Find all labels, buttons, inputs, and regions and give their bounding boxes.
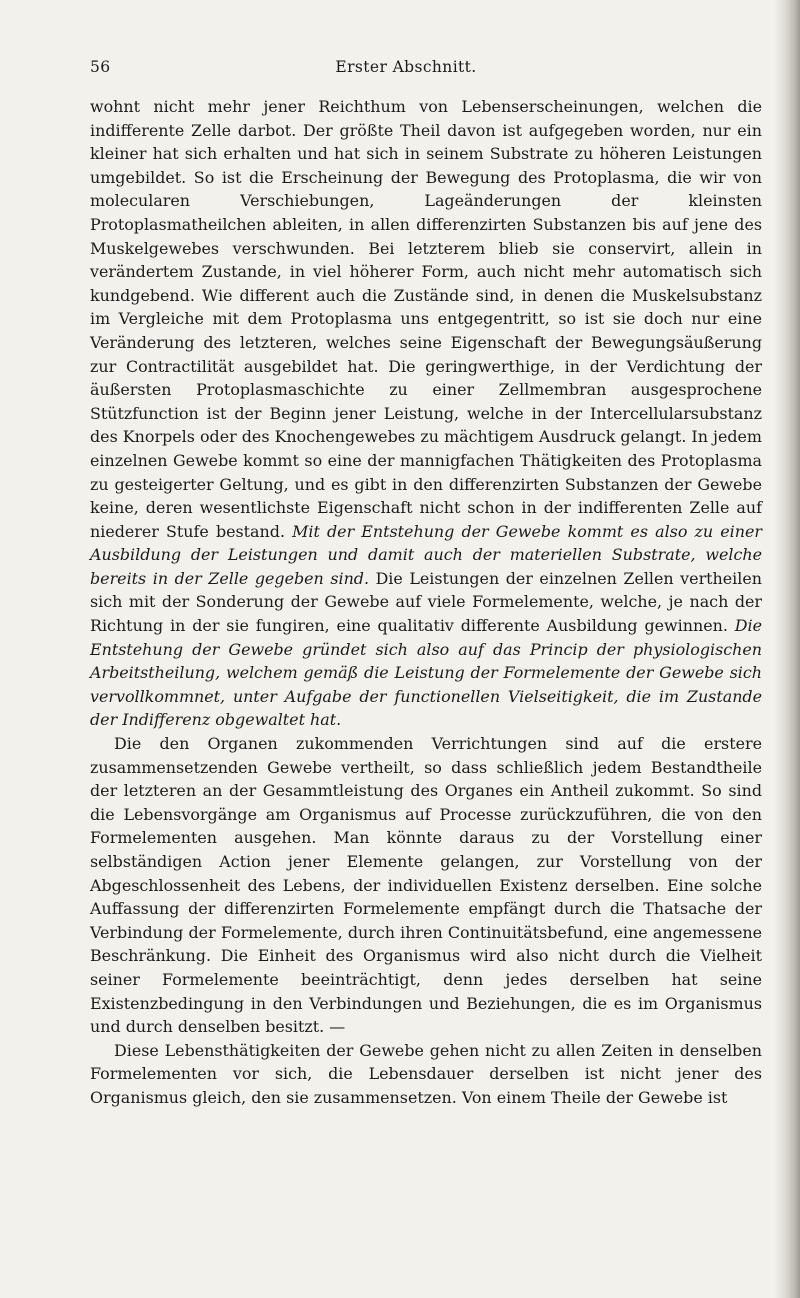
page-number: 56 (90, 58, 111, 76)
paragraph (90, 1039, 762, 1110)
italic-text-segment: Die Entstehung der Gewebe gründet sich also auf das Princip der physiologischen Arbeitstheilung, welchem gemäß die Leistung der Formelemente der Gewebe sich vervollkommnet, unter Aufgabe der functionellen Vielseitigkeit, die im Zustande der Indifferenz obgewaltet hat. (90, 616, 762, 730)
paragraph (90, 95, 762, 732)
body-text (90, 95, 762, 1110)
italic-text-segment: Mit der Entstehung der Gewebe kommt es also zu einer Ausbildung der Leistungen und damit auch der materiellen Substrate, welche bereits in der Zelle gegeben sind. (90, 521, 762, 588)
text-segment: Die den Organen zukommenden Verrichtungen sind auf die erstere zusammensetzenden Gewebe vertheilt, so dass schließlich jedem Bestandtheile der letzteren an der Gesammtleistung des Organes ein Antheil zukommt. So sind die Lebensvorgänge am Organismus auf Processe zurückzuführen, die von den Formelementen ausgehen. Man könnte daraus zu der Vorstellung einer selbständigen Action jener Elemente gelangen, zur Vorstellung von der Abgeschlossenheit des Lebens, der individuellen Existenz derselben. Eine solche Auffassung der differenzirten Formelemente empfängt durch die Thatsache der Verbindung der Formelemente, durch ihren Continuitätsbefund, eine angemessene Beschränkung. Die Einheit des Organismus wird also nicht durch die Vielheit seiner Formelemente beeinträchtigt, denn jedes derselben hat seine Existenzbedingung in den Verbindungen und Beziehungen, die es im Organismus und durch denselben besitzt. — (90, 734, 762, 1037)
page-edge-shadow (774, 0, 800, 1298)
paragraph (90, 732, 762, 1039)
text-segment: Diese Lebensthätigkeiten der Gewebe gehen nicht zu allen Zeiten in denselben Formelementen vor sich, die Lebensdauer derselben ist nicht jener des Organismus gleich, den sie zusammensetzen. Von einem Theile der Gewebe ist (90, 1040, 762, 1107)
running-head (90, 58, 722, 82)
section-title: Erster Abschnitt. (335, 58, 477, 76)
text-segment: wohnt nicht mehr jener Reichthum von Lebenserscheinungen, welchen die indifferente Zelle darbot. Der größte Theil davon ist aufgegeben worden, nur ein kleiner hat sich erhalten und hat sich in seinem Substrate zu höheren Leistungen umgebildet. So ist die Erscheinung der Bewegung des Protoplasma, die wir von molecularen Verschiebungen, Lageänderungen der kleinsten Protoplasmatheilchen ableiten, in allen differenzirten Substanzen bis auf jene des Muskelgewebes verschwunden. Bei letzterem blieb sie conservirt, allein in verändertem Zustande, in viel höherer Form, auch nicht mehr automatisch sich kundgebend. Wie different auch die Zustände sind, in denen die Muskelsubstanz im Vergleiche mit dem Protoplasma uns entgegentritt, so ist sie doch nur eine Veränderung des letzteren, welches seine Eigenschaft der Bewegungsäußerung zur Contractilität ausgebildet hat. Die geringwerthige, in der Verdichtung der äußersten Protoplasmaschichte zu einer Zellmembran ausgesprochene Stützfunction ist der Beginn jener Leistung, welche in der Intercellularsubstanz des Knorpels oder des Knochengewebes zu mächtigem Ausdruck gelangt. In jedem einzelnen Gewebe kommt so eine der mannigfachen Thätigkeiten des Protoplasma zu gesteigerter Geltung, und es gibt in den differenzirten Substanzen der Gewebe keine, deren wesentlichste Eigenschaft nicht schon in der indifferenten Zelle auf niederer Stufe bestand. (90, 97, 762, 541)
text-segment: Die Leistungen der einzelnen Zellen vertheilen sich mit der Sonderung der Gewebe auf viele Formelemente, welche, je nach der Richtung in der sie fungiren, eine qualitativ differente Ausbildung gewinnen. (90, 568, 762, 636)
